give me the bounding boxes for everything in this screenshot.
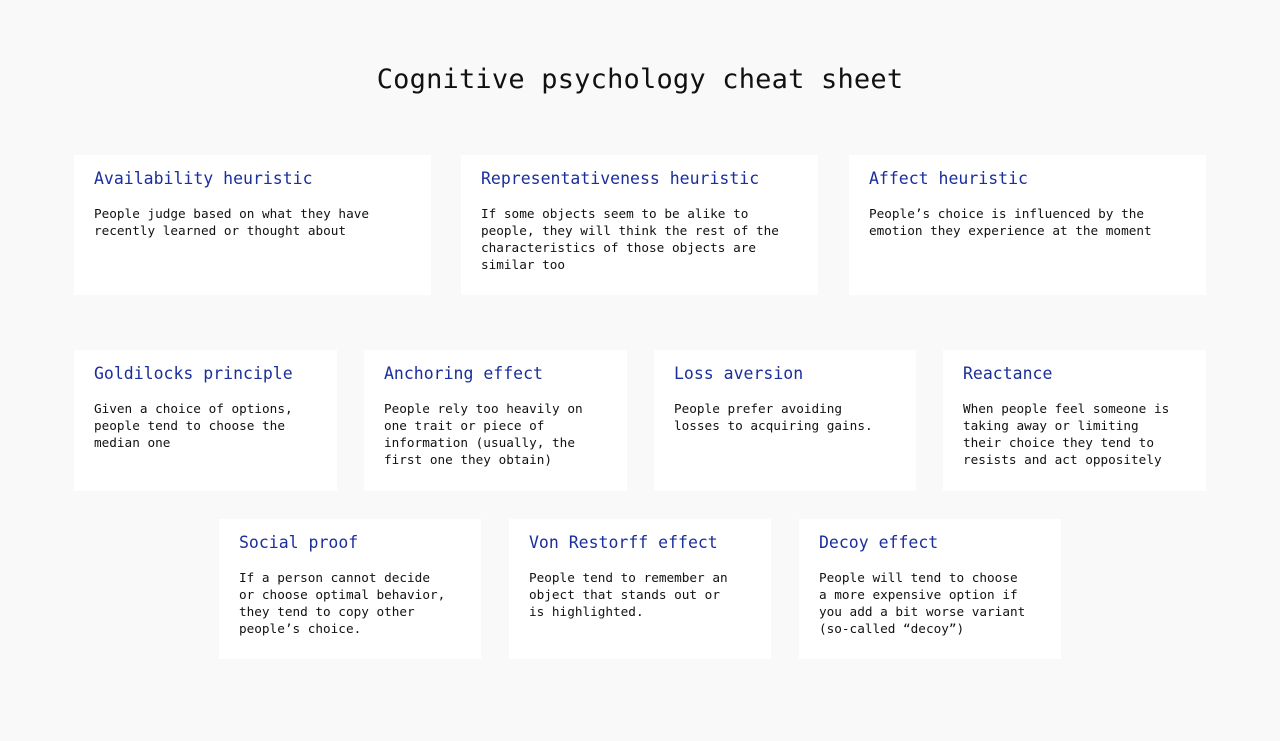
card-reactance	[943, 350, 1206, 491]
card-title: Affect heuristic	[869, 169, 1028, 188]
card-title: Representativeness heuristic	[481, 169, 760, 188]
card-availability-heuristic	[74, 155, 431, 295]
card-description: People will tend to choose a more expensive option if you add a bit worse variant (so-called “decoy”)	[819, 570, 1026, 636]
card-title: Social proof	[239, 533, 359, 552]
card-loss-aversion	[654, 350, 916, 491]
card-anchoring-effect	[364, 350, 627, 491]
card-description: If some objects seem to be alike to people, they will think the rest of the characteristics of those objects are similar too	[481, 206, 779, 272]
card-affect-heuristic	[849, 155, 1206, 295]
card-title: Goldilocks principle	[94, 364, 293, 383]
card-title: Loss aversion	[674, 364, 804, 383]
card-title: Von Restorff effect	[529, 533, 718, 552]
card-von-restorff-effect	[509, 519, 771, 659]
card-title: Anchoring effect	[384, 364, 543, 383]
card-goldilocks-principle	[74, 350, 337, 491]
card-title: Decoy effect	[819, 533, 939, 552]
card-title: Reactance	[963, 364, 1053, 383]
card-description: People’s choice is influenced by the emotion they experience at the moment	[869, 206, 1152, 238]
card-description: People rely too heavily on one trait or piece of information (usually, the first one they obtain)	[384, 401, 583, 467]
card-description: People tend to remember an object that stands out or is highlighted.	[529, 570, 728, 619]
card-description: People judge based on what they have recently learned or thought about	[94, 206, 369, 238]
card-description: When people feel someone is taking away or limiting their choice they tend to resists and act oppositely	[963, 401, 1170, 467]
card-title: Availability heuristic	[94, 169, 313, 188]
card-decoy-effect	[799, 519, 1061, 659]
card-representativeness-heuristic	[461, 155, 818, 295]
card-description: People prefer avoiding losses to acquiring gains.	[674, 401, 873, 433]
card-description: Given a choice of options, people tend to choose the median one	[94, 401, 293, 450]
page-title: Cognitive psychology cheat sheet	[376, 64, 904, 95]
card-social-proof	[219, 519, 481, 659]
card-description: If a person cannot decide or choose optimal behavior, they tend to copy other people’s choice.	[239, 570, 446, 636]
